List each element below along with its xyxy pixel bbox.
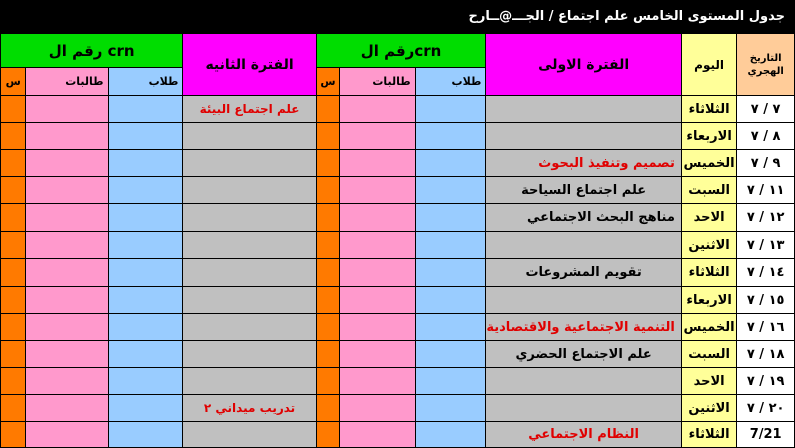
day-cell: الثلاثاء (681, 422, 736, 448)
period-2-subject (183, 341, 316, 368)
crn-header-2: رقم ال crn (1, 34, 183, 68)
period-1-subject: تقويم المشروعات (486, 259, 682, 287)
schedule-row (1, 204, 795, 232)
day-cell: الاحد (681, 368, 736, 395)
female-header-1: طالبات (340, 68, 415, 96)
period-2-subject (183, 422, 316, 448)
section-cell-2[interactable] (1, 123, 26, 150)
schedule-row (1, 395, 795, 422)
section-cell-1[interactable] (316, 341, 340, 368)
section-cell-2[interactable] (1, 395, 26, 422)
section-cell-1[interactable] (316, 259, 340, 287)
day-cell: الاربعاء (681, 123, 736, 150)
schedule-row (1, 422, 795, 448)
female-crn-cell-2[interactable] (26, 150, 108, 177)
male-crn-cell-1[interactable] (415, 314, 486, 341)
male-crn-cell-1[interactable] (415, 232, 486, 259)
section-cell-2[interactable] (1, 232, 26, 259)
female-crn-cell-1[interactable] (340, 314, 415, 341)
section-cell-2[interactable] (1, 287, 26, 314)
schedule-row (1, 287, 795, 314)
date-cell: ١٤ / ٧ (737, 259, 795, 287)
schedule-row (1, 368, 795, 395)
date-cell: ٨ / ٧ (737, 123, 795, 150)
section-cell-2[interactable] (1, 314, 26, 341)
sheet-title: جدول المستوى الخامس علم اجتماع / الجـــ@ــارح (0, 0, 795, 33)
period-1-subject: تصميم وتنفيذ البحوث (486, 150, 682, 177)
section-cell-1[interactable] (316, 422, 340, 448)
date-cell: ١٩ / ٧ (737, 368, 795, 395)
female-crn-cell-1[interactable] (340, 150, 415, 177)
day-cell: الثلاثاء (681, 96, 736, 123)
male-crn-cell-2[interactable] (108, 368, 183, 395)
male-crn-cell-2[interactable] (108, 287, 183, 314)
female-crn-cell-1[interactable] (340, 422, 415, 448)
period-2-subject (183, 259, 316, 287)
period-2-subject (183, 287, 316, 314)
period-1-subject (486, 232, 682, 259)
female-crn-cell-1[interactable] (340, 123, 415, 150)
date-cell: ٩ / ٧ (737, 150, 795, 177)
period-2-subject (183, 150, 316, 177)
section-cell-2[interactable] (1, 204, 26, 232)
date-cell: ١٦ / ٧ (737, 314, 795, 341)
male-crn-cell-1[interactable] (415, 259, 486, 287)
female-crn-cell-1[interactable] (340, 287, 415, 314)
date-cell: ٢٠ / ٧ (737, 395, 795, 422)
day-cell: الاثنين (681, 395, 736, 422)
female-crn-cell-2[interactable] (26, 123, 108, 150)
day-cell: الخميس (681, 314, 736, 341)
male-crn-cell-2[interactable] (108, 96, 183, 123)
period-1-subject: علم الاجتماع الحضري (486, 341, 682, 368)
male-crn-cell-2[interactable] (108, 204, 183, 232)
date-cell: ١٥ / ٧ (737, 287, 795, 314)
period-2-subject (183, 177, 316, 204)
section-cell-1[interactable] (316, 96, 340, 123)
period-1-header: الفترة الاولى (486, 34, 682, 96)
period-1-subject: مناهج البحث الاجتماعي (486, 204, 682, 232)
period-1-subject (486, 123, 682, 150)
section-cell-2[interactable] (1, 150, 26, 177)
female-crn-cell-1[interactable] (340, 204, 415, 232)
female-crn-cell-1[interactable] (340, 259, 415, 287)
section-cell-1[interactable] (316, 287, 340, 314)
period-2-header: الفترة الثانيه (183, 34, 316, 96)
schedule-table (0, 33, 795, 448)
female-header-2: طالبات (26, 68, 108, 96)
male-crn-cell-1[interactable] (415, 395, 486, 422)
male-crn-cell-1[interactable] (415, 150, 486, 177)
period-2-subject (183, 314, 316, 341)
period-1-subject: علم اجتماع السياحة (486, 177, 682, 204)
period-2-subject (183, 204, 316, 232)
section-cell-2[interactable] (1, 341, 26, 368)
day-header: اليوم (681, 34, 736, 96)
male-crn-cell-1[interactable] (415, 204, 486, 232)
male-crn-cell-2[interactable] (108, 259, 183, 287)
period-2-subject: علم اجتماع البيئة (183, 96, 316, 123)
date-cell: ١١ / ٧ (737, 177, 795, 204)
female-crn-cell-1[interactable] (340, 395, 415, 422)
date-header: التاريخ الهجري (737, 34, 795, 96)
section-cell-2[interactable] (1, 259, 26, 287)
section-cell-1[interactable] (316, 232, 340, 259)
section-cell-1[interactable] (316, 177, 340, 204)
section-cell-1[interactable] (316, 395, 340, 422)
male-crn-cell-1[interactable] (415, 177, 486, 204)
male-header-2: طلاب (108, 68, 183, 96)
day-cell: الاحد (681, 204, 736, 232)
female-crn-cell-2[interactable] (26, 287, 108, 314)
day-cell: الاربعاء (681, 287, 736, 314)
section-cell-2[interactable] (1, 96, 26, 123)
schedule-row (1, 232, 795, 259)
male-header-1: طلاب (415, 68, 486, 96)
section-header-1: س (316, 68, 340, 96)
female-crn-cell-1[interactable] (340, 232, 415, 259)
period-1-subject: النظام الاجتماعي (486, 422, 682, 448)
male-crn-cell-2[interactable] (108, 314, 183, 341)
period-2-subject (183, 123, 316, 150)
male-crn-cell-2[interactable] (108, 177, 183, 204)
male-crn-cell-1[interactable] (415, 368, 486, 395)
section-cell-2[interactable] (1, 422, 26, 448)
period-1-subject (486, 287, 682, 314)
crn-header-1: رقم الcrn (316, 34, 486, 68)
female-crn-cell-1[interactable] (340, 177, 415, 204)
female-crn-cell-2[interactable] (26, 341, 108, 368)
male-crn-cell-1[interactable] (415, 123, 486, 150)
schedule-row (1, 150, 795, 177)
male-crn-cell-2[interactable] (108, 341, 183, 368)
female-crn-cell-1[interactable] (340, 341, 415, 368)
section-cell-1[interactable] (316, 204, 340, 232)
schedule-row (1, 259, 795, 287)
header-row-1 (1, 34, 795, 68)
male-crn-cell-2[interactable] (108, 150, 183, 177)
female-crn-cell-2[interactable] (26, 368, 108, 395)
period-2-subject: تدريب ميداني ٢ (183, 395, 316, 422)
date-cell: ٧ / ٧ (737, 96, 795, 123)
period-1-subject (486, 395, 682, 422)
day-cell: الاثنين (681, 232, 736, 259)
date-cell: ١٣ / ٧ (737, 232, 795, 259)
male-crn-cell-2[interactable] (108, 395, 183, 422)
section-header-2: س (1, 68, 26, 96)
section-cell-2[interactable] (1, 368, 26, 395)
female-crn-cell-2[interactable] (26, 177, 108, 204)
female-crn-cell-2[interactable] (26, 395, 108, 422)
female-crn-cell-2[interactable] (26, 204, 108, 232)
page-indicator: 7/21 (737, 422, 795, 448)
section-cell-1[interactable] (316, 123, 340, 150)
schedule-row (1, 96, 795, 123)
male-crn-cell-1[interactable] (415, 287, 486, 314)
section-cell-1[interactable] (316, 314, 340, 341)
male-crn-cell-2[interactable] (108, 123, 183, 150)
date-cell: ١٢ / ٧ (737, 204, 795, 232)
female-crn-cell-2[interactable] (26, 259, 108, 287)
date-cell: ١٨ / ٧ (737, 341, 795, 368)
male-crn-cell-1[interactable] (415, 341, 486, 368)
period-2-subject (183, 368, 316, 395)
male-crn-cell-2[interactable] (108, 232, 183, 259)
section-cell-1[interactable] (316, 368, 340, 395)
schedule-row (1, 341, 795, 368)
section-cell-1[interactable] (316, 150, 340, 177)
female-crn-cell-1[interactable] (340, 96, 415, 123)
day-cell: السبت (681, 177, 736, 204)
female-crn-cell-2[interactable] (26, 314, 108, 341)
period-1-subject: التنمية الاجتماعية والاقتصادية (486, 314, 682, 341)
female-crn-cell-2[interactable] (26, 422, 108, 448)
period-2-subject (183, 232, 316, 259)
period-1-subject (486, 368, 682, 395)
day-cell: الخميس (681, 150, 736, 177)
day-cell: الثلاثاء (681, 259, 736, 287)
period-1-subject (486, 96, 682, 123)
schedule-row (1, 177, 795, 204)
male-crn-cell-2[interactable] (108, 422, 183, 448)
female-crn-cell-2[interactable] (26, 96, 108, 123)
female-crn-cell-1[interactable] (340, 368, 415, 395)
schedule-row (1, 123, 795, 150)
male-crn-cell-1[interactable] (415, 422, 486, 448)
female-crn-cell-2[interactable] (26, 232, 108, 259)
schedule-row (1, 314, 795, 341)
section-cell-2[interactable] (1, 177, 26, 204)
day-cell: السبت (681, 341, 736, 368)
male-crn-cell-1[interactable] (415, 96, 486, 123)
